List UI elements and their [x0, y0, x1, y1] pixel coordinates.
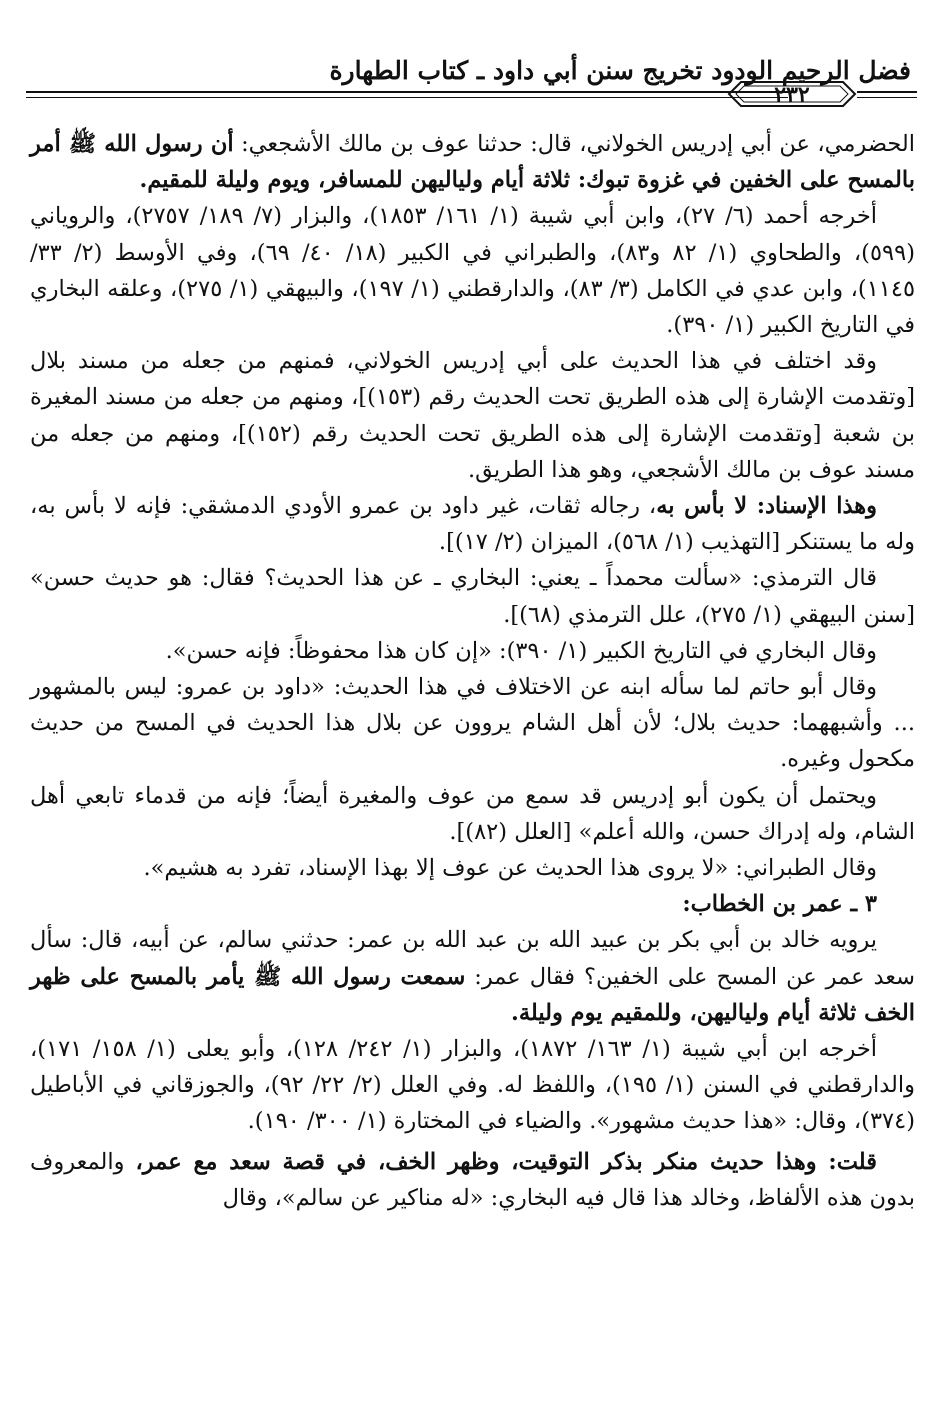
text-run: وقال أبو حاتم لما سأله ابنه عن الاختلاف في هذا الحديث: «داود بن عمرو: ليس بالمشهور ... وأشبههما: حديث بلال؛ لأن أهل الشام يروون عن بلال هذا الحديث في المسح من حديث مكحول وغيره. [30, 674, 915, 773]
bold-text-run: أن رسول الله ﷺ أمر بالمسح على الخفين في غزوة تبوك: ثلاثة أيام ولياليهن للمسافر، ويوم وليلة للمقيم. [30, 131, 915, 194]
text-run: ويحتمل أن يكون أبو إدريس قد سمع من عوف والمغيرة أيضاً؛ فإنه من قدماء تابعي أهل الشام، وله إدراك حسن، والله أعلم» [العلل (٨٢)]. [30, 782, 915, 845]
paragraph [30, 560, 915, 632]
bold-text-run: ٣ ـ عمر بن الخطاب: [682, 891, 877, 918]
text-run: أخرجه أحمد (٦/ ٢٧)، وابن أبي شيبة (١/ ١٦١/ ١٨٥٣)، والبزار (٧/ ١٨٩/ ٢٧٥٧)، والروياني (٥٩٩)، والطحاوي (١/ ٨٢ و٨٣)، والطبراني في الكبير (١٨/ ٤٠/ ٦٩)، وفي الأوسط (٢/ ٣٣/ ١١٤٥)، وابن عدي في الكامل (٣/ ٨٣)، والدارقطني (١/ ١٩٧)، والبيهقي (١/ ٢٧٥)، وعلقه البخاري في التاريخ الكبير (١/ ٣٩٠). [30, 203, 916, 339]
paragraph [30, 922, 915, 1031]
paragraph [30, 1031, 915, 1140]
bold-text-run: قلت: وهذا حديث منكر بذكر التوقيت، وظهر الخف، في قصة سعد مع عمر، [135, 1148, 877, 1175]
paragraph [30, 669, 915, 778]
text-run: قال الترمذي: «سألت محمداً ـ يعني: البخاري ـ عن هذا الحديث؟ فقال: هو حديث حسن» [سنن البيهقي (١/ ٢٧٥)، علل الترمذي (٦٨)]. [30, 565, 915, 628]
bold-text-run: سمعت رسول الله ﷺ يأمر بالمسح على ظهر الخف ثلاثة أيام ولياليهن، وللمقيم يوم وليلة. [30, 963, 915, 1026]
paragraph [30, 886, 915, 922]
header-rule [26, 91, 788, 93]
paragraph [30, 850, 915, 886]
paragraph [30, 198, 915, 343]
paragraph [30, 778, 915, 850]
bold-text-run: وهذا الإسناد: لا بأس به [656, 493, 877, 520]
header-rule [26, 97, 788, 98]
text-run: أخرجه ابن أبي شيبة (١/ ١٦٣/ ١٨٧٢)، والبزار (١/ ٢٤٢/ ١٢٨)، وأبو يعلى (١/ ١٥٨/ ١٧١)، والدارقطني في السنن (١/ ١٩٥)، واللفظ له. وفي العلل (٢/ ٢٢/ ٩٢)، والجوزقاني في الأباطيل (٣٧٤)، وقال: «هذا حديث مشهور». والضياء في المختارة (١/ ٣٠٠/ ١٩٠). [30, 1036, 916, 1135]
page-header [26, 50, 917, 110]
text-run: وقد اختلف في هذا الحديث على أبي إدريس الخولاني، فمنهم من جعله من مسند بلال [وتقدمت الإشارة إلى هذه الطريق تحت الحديث رقم (١٥٣)]، ومنهم من جعله من مسند المغيرة بن شعبة [وتقدمت الإشارة إلى هذه الطريق تحت الحديث رقم (١٥٢)]، ومنهم من جعله من مسند عوف بن مالك الأشجعي، وهو هذا الطريق. [30, 348, 915, 483]
main-text [30, 126, 915, 1216]
text-run: ، رجاله ثقات، غير داود بن عمرو الأودي الدمشقي: فإنه لا بأس به، وله ما يستنكر [التهذيب (١/ ٥٦٨)، الميزان (٢/ ١٧)]. [30, 493, 915, 556]
header-rule [857, 97, 917, 98]
page-number-frame [727, 79, 857, 109]
text-run: وقال الطبراني: «لا يروى هذا الحديث عن عوف إلا بهذا الإسناد، تفرد به هشيم». [143, 855, 877, 882]
paragraph [30, 343, 915, 488]
text-run: يرويه خالد بن أبي بكر بن عبيد الله بن عبد الله بن عمر: حدثني سالم، عن أبيه، قال: سأل سعد عمر عن المسح على الخفين؟ فقال عمر: [30, 927, 915, 990]
page-number: ٢٣٢ [774, 82, 810, 108]
paragraph [30, 1144, 915, 1216]
paragraph [30, 633, 915, 669]
header-rule [857, 91, 917, 93]
text-run: وقال البخاري في التاريخ الكبير (١/ ٣٩٠): «إن كان هذا محفوظاً: فإنه حسن». [165, 637, 877, 664]
running-title: فضل الرحيم الودود تخريج سنن أبي داود ـ كتاب الطهارة [329, 56, 911, 85]
paragraph [30, 488, 915, 560]
paragraph [30, 126, 915, 198]
text-run: الحضرمي، عن أبي إدريس الخولاني، قال: حدثنا عوف بن مالك الأشجعي: [233, 131, 915, 157]
text-run: والمعروف بدون هذه الألفاظ، وخالد هذا قال فيه البخاري: «له مناكير عن سالم»، وقال [30, 1148, 915, 1211]
